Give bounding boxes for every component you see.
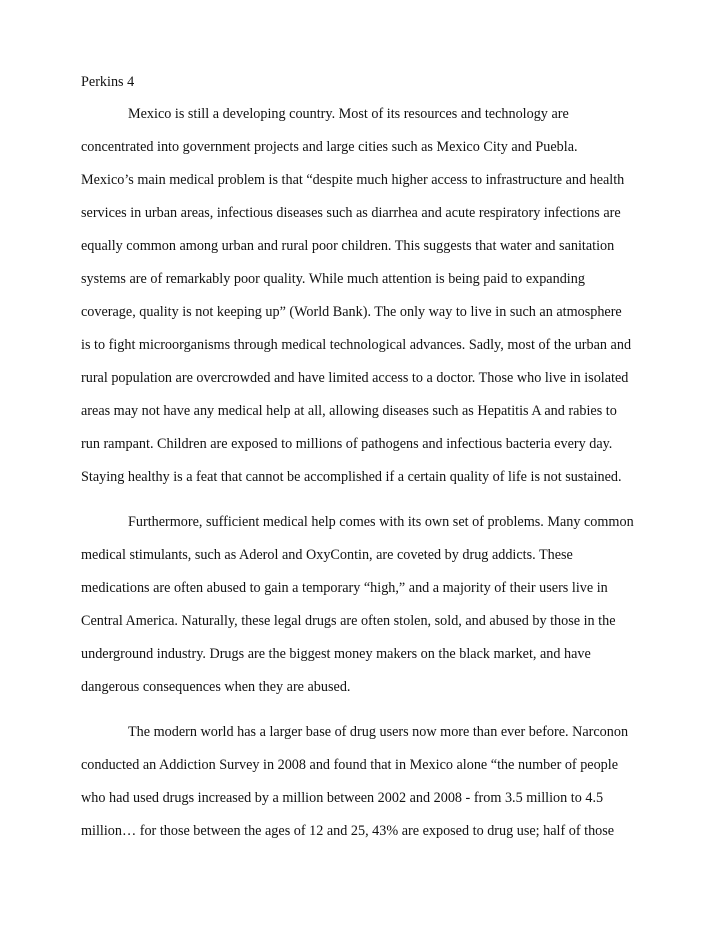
running-head: Perkins 4 — [81, 74, 135, 90]
text-line: is to fight microorganisms through medical technological advances. Sadly, most of the urban and — [81, 337, 632, 353]
text-line: underground industry. Drugs are the biggest money makers on the black market, and have — [81, 646, 591, 662]
text-line: equally common among urban and rural poor children. This suggests that water and sanitation — [81, 238, 615, 254]
text-line: Mexico is still a developing country. Most of its resources and technology are — [128, 106, 569, 122]
text-line: Furthermore, sufficient medical help comes with its own set of problems. Many common — [128, 514, 634, 530]
text-line: medical stimulants, such as Aderol and OxyContin, are coveted by drug addicts. These — [81, 547, 573, 563]
text-line: rural population are overcrowded and have limited access to a doctor. Those who live in isolated — [81, 370, 629, 386]
text-line: The modern world has a larger base of drug users now more than ever before. Narconon — [128, 724, 629, 740]
text-line: concentrated into government projects and large cities such as Mexico City and Puebla. — [81, 139, 578, 155]
text-line: Mexico’s main medical problem is that “despite much higher access to infrastructure and health — [81, 172, 625, 188]
text-line: systems are of remarkably poor quality. While much attention is being paid to expanding — [81, 271, 585, 287]
text-line: million… for those between the ages of 12 and 25, 43% are exposed to drug use; half of those — [81, 823, 615, 839]
text-line: dangerous consequences when they are abused. — [81, 679, 351, 695]
text-line: areas may not have any medical help at all, allowing diseases such as Hepatitis A and rabies to — [81, 403, 617, 419]
text-line: coverage, quality is not keeping up” (World Bank). The only way to live in such an atmosphere — [81, 304, 622, 320]
text-line: Central America. Naturally, these legal drugs are often stolen, sold, and abused by those in the — [81, 613, 616, 629]
text-line: services in urban areas, infectious diseases such as diarrhea and acute respiratory infections are — [81, 205, 621, 221]
text-line: conducted an Addiction Survey in 2008 and found that in Mexico alone “the number of people — [81, 757, 619, 773]
text-line: Staying healthy is a feat that cannot be accomplished if a certain quality of life is not sustained. — [81, 469, 622, 485]
text-line: run rampant. Children are exposed to millions of pathogens and infectious bacteria every day. — [81, 436, 613, 452]
text-line: medications are often abused to gain a temporary “high,” and a majority of their users live in — [81, 580, 608, 596]
text-line: who had used drugs increased by a million between 2002 and 2008 - from 3.5 million to 4.5 — [81, 790, 604, 806]
